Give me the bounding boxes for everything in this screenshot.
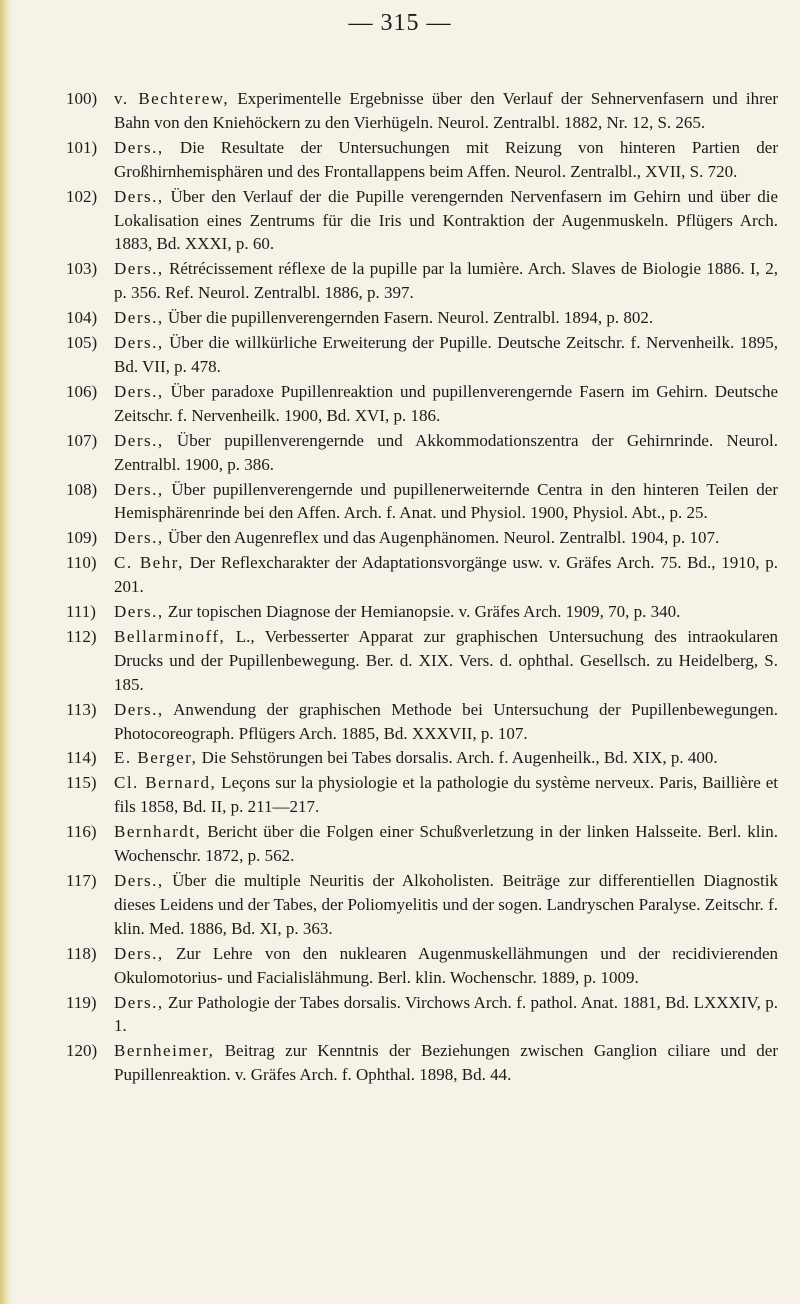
reference-entry <box>66 478 778 526</box>
reference-text: Über paradoxe Pupillenreaktion und pupillenverengernde Fasern im Gehirn. Deutsche Zeitschr. f. Nervenheilk. 1900, Bd. XVI, p. 186. <box>114 381 778 425</box>
reference-author: C. Behr, <box>114 553 184 573</box>
reference-number: 101) <box>66 137 98 157</box>
reference-author: Ders., <box>114 259 164 279</box>
reference-text: Zur Pathologie der Tabes dorsalis. Virchows Arch. f. pathol. Anat. 1881, Bd. LXXXIV, p. 1. <box>114 992 778 1036</box>
reference-number: 114) <box>66 748 97 768</box>
reference-entry <box>66 87 778 135</box>
reference-author: Bernheimer, <box>114 1041 215 1061</box>
reference-author: Ders., <box>114 528 164 548</box>
reference-text: Experimentelle Ergebnisse über den Verlauf der Sehnervenfasern und ihrer Bahn von den Kniehöckern zu den Vierhügeln. Neurol. Zentralbl. 1882, Nr. 12, S. 265. <box>114 89 778 132</box>
reference-author: Ders., <box>114 943 164 963</box>
reference-entry <box>66 136 778 184</box>
reference-list <box>66 87 778 1088</box>
reference-number: 110) <box>66 553 97 573</box>
reference-author: Ders., <box>114 430 164 450</box>
reference-author: Ders., <box>114 137 164 157</box>
reference-entry <box>66 306 778 330</box>
reference-entry <box>66 551 778 599</box>
reference-author: Ders., <box>114 186 164 206</box>
reference-number: 117) <box>66 871 97 890</box>
reference-text: Bericht über die Folgen einer Schußverletzung in der linken Halsseite. Berl. klin. Wochenschr. 1872, p. 562. <box>114 822 778 866</box>
reference-author: v. Bechterew, <box>114 89 230 108</box>
reference-text: Der Reflexcharakter der Adaptationsvorgänge usw. v. Gräfes Arch. 75. Bd., 1910, p. 201. <box>114 553 778 597</box>
reference-number: 119) <box>66 992 97 1012</box>
reference-author: Ders., <box>114 699 164 719</box>
reference-number: 104) <box>66 308 98 328</box>
reference-number: 113) <box>66 699 97 719</box>
reference-author: Ders., <box>114 479 164 499</box>
reference-entry <box>66 380 778 428</box>
reference-author: Ders., <box>114 308 164 328</box>
reference-text: Über die pupillenverengernden Fasern. Neurol. Zentralbl. 1894, p. 802. <box>163 308 654 328</box>
book-spine-edge <box>0 0 12 1304</box>
reference-text: Über den Augenreflex und das Augenphänomen. Neurol. Zentralbl. 1904, p. 107. <box>163 528 720 548</box>
reference-text: Die Sehstörungen bei Tabes dorsalis. Arch. f. Augenheilk., Bd. XIX, p. 400. <box>197 748 718 768</box>
reference-entry <box>66 429 778 477</box>
reference-number: 103) <box>66 259 98 279</box>
reference-author: Cl. Bernard, <box>114 773 217 793</box>
reference-author: Ders., <box>114 871 164 890</box>
reference-text: Beitrag zur Kenntnis der Beziehungen zwischen Ganglion ciliare und der Pupillenreaktion. v. Gräfes Arch. f. Ophthal. 1898, Bd. 44. <box>114 1041 778 1085</box>
reference-entry <box>66 257 778 305</box>
reference-number: 115) <box>66 773 97 793</box>
reference-entry <box>66 698 778 746</box>
reference-entry <box>66 771 778 819</box>
reference-entry <box>66 746 778 770</box>
reference-text: Rétrécissement réflexe de la pupille par la lumière. Arch. Slaves de Biologie 1886. I, 2, p. 356. Ref. Neurol. Zentralbl. 1886, p. 397. <box>114 259 778 303</box>
reference-author: Bellarminoff, <box>114 626 226 646</box>
reference-text: Leçons sur la physiologie et la pathologie du système nerveux. Paris, Baillière et fils 1858, Bd. II, p. 211—217. <box>114 773 778 817</box>
reference-number: 107) <box>66 430 98 450</box>
reference-number: 118) <box>66 943 97 963</box>
reference-entry <box>66 625 778 697</box>
reference-author: Ders., <box>114 602 164 622</box>
reference-number: 105) <box>66 333 98 353</box>
reference-author: E. Berger, <box>114 748 198 768</box>
reference-number: 108) <box>66 479 98 499</box>
reference-entry <box>66 185 778 257</box>
reference-text: Über pupillenverengernde und Akkommodationszentra der Gehirnrinde. Neurol. Zentralbl. 1900, p. 386. <box>114 430 778 474</box>
reference-number: 120) <box>66 1041 98 1061</box>
reference-entry <box>66 991 778 1039</box>
reference-text: Über pupillenverengernde und pupillenerweiternde Centra in den hinteren Teilen der Hemisphärenrinde bei den Affen. Arch. f. Anat. und Physiol. 1900, Physiol. Abt., p. 25. <box>114 479 778 523</box>
reference-author: Ders., <box>114 381 164 401</box>
reference-text: Über die multiple Neuritis der Alkoholisten. Beiträge zur differentiellen Diagnostik dieses Leidens und der Tabes, der Poliomyelitis und der sogen. Landryschen Paralyse. Zeitschr. f. klin. Med. 1886, Bd. XI, p. 363. <box>114 871 778 938</box>
reference-text: Anwendung der graphischen Methode bei Untersuchung der Pupillenbewegungen. Photocoreograph. Pflügers Arch. 1885, Bd. XXXVII, p. 107. <box>114 699 778 743</box>
reference-text: Zur Lehre von den nuklearen Augenmuskellähmungen und der recidivierenden Okulomotorius- und Facialislähmung. Berl. klin. Wochenschr. 1889, p. 1009. <box>114 943 778 987</box>
reference-text: Die Resultate der Untersuchungen mit Reizung von hinteren Partien der Großhirnhemisphären und des Frontallappens beim Affen. Neurol. Zentralbl., XVII, S. 720. <box>114 137 778 181</box>
reference-number: 102) <box>66 186 98 206</box>
reference-entry <box>66 331 778 379</box>
reference-entry <box>66 942 778 990</box>
reference-number: 109) <box>66 528 98 548</box>
reference-author: Ders., <box>114 992 164 1012</box>
reference-entry <box>66 600 778 624</box>
reference-text: Über den Verlauf der die Pupille verengernden Nervenfasern im Gehirn und über die Lokalisation eines Zentrums für die Iris und Kontraktion der Augenmuskeln. Pflügers Arch. 1883, Bd. XXXI, p. 60. <box>114 186 778 254</box>
reference-number: 116) <box>66 822 97 842</box>
reference-text: Über die willkürliche Erweiterung der Pupille. Deutsche Zeitschr. f. Nervenheilk. 1895, Bd. VII, p. 478. <box>114 333 778 376</box>
reference-number: 106) <box>66 381 98 401</box>
reference-text: Zur topischen Diagnose der Hemianopsie. v. Gräfes Arch. 1909, 70, p. 340. <box>163 602 681 622</box>
reference-author: Ders., <box>114 333 164 353</box>
reference-entry <box>66 526 778 550</box>
reference-entry <box>66 1039 778 1087</box>
reference-author: Bernhardt, <box>114 822 202 842</box>
reference-number: 100) <box>66 89 98 108</box>
reference-entry <box>66 820 778 868</box>
reference-entry <box>66 869 778 941</box>
page-number-header: — 315 — <box>348 10 452 36</box>
reference-number: 112) <box>66 626 97 646</box>
reference-number: 111) <box>66 602 96 622</box>
reference-text: L., Verbesserter Apparat zur graphischen Untersuchung des intraokularen Drucks und der Pupillenbewegung. Ber. d. XIX. Vers. d. ophthal. Gesellsch. zu Heidelberg, S. 185. <box>114 626 778 694</box>
